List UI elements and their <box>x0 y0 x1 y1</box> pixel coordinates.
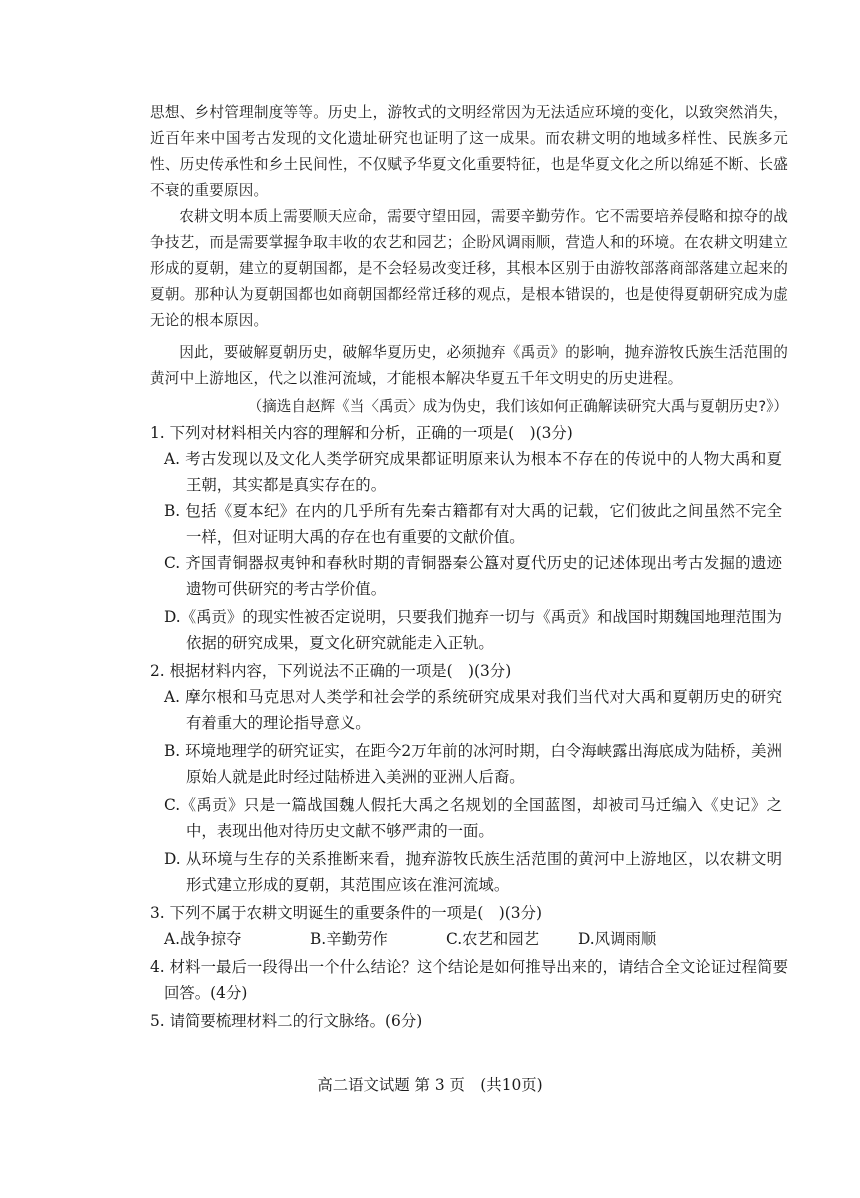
passage-paragraph-3: 因此，要破解夏朝历史，破解华夏历史，必须抛弃《禹贡》的影响，抛弃游牧氏族生活范围的黄河中上游地区，代之以淮河流域，才能根本解决华夏五千年文明史的历史进程。 <box>150 344 788 387</box>
question-2-option-b: B. 环境地理学的研究证实，在距今2万年前的冰河时期，白令海峡露出海底成为陆桥，美洲原始人就是此时经过陆桥进入美洲的亚洲人后裔。 <box>164 742 782 786</box>
question-3-option-b: B.辛勤劳作 <box>310 930 388 948</box>
passage-paragraph-2: 农耕文明本质上需要顺天应命，需要守望田园，需要辛勤劳作。它不需要培养侵略和掠夺的战争技艺，而是需要掌握争取丰收的农艺和园艺；企盼风调雨顺，营造人和的环境。在农耕文明建立形成的夏朝，建立的夏朝国都，是不会轻易改变迁移，其根本区别于由游牧部落商部落建立起来的夏朝。那种认为夏朝国都也如商朝国都经常迁移的观点，是根本错误的，也是使得夏朝研究成为虚无论的根本原因。 <box>150 208 788 329</box>
question-3-option-c: C.农艺和园艺 <box>446 930 540 948</box>
question-3-options <box>164 926 724 952</box>
question-2-option-d: D. 从环境与生存的关系推断来看，抛弃游牧氏族生活范围的黄河中上游地区，以农耕文明形式建立形成的夏朝，其范围应该在淮河流域。 <box>164 850 782 894</box>
question-4-stem: 4. 材料一最后一段得出一个什么结论？这个结论是如何推导出来的，请结合全文论证过程简要回答。(4分) <box>150 958 788 1002</box>
question-2-stem: 2. 根据材料内容，下列说法不正确的一项是( )(3分) <box>150 662 512 680</box>
question-2-option-c: C.《禹贡》只是一篇战国魏人假托大禹之名规划的全国蓝图，却被司马迁编入《史记》之中，表现出他对待历史文献不够严肃的一面。 <box>164 796 782 840</box>
page-footer: 高二语文试题 第 3 页 (共10页) <box>317 1076 543 1094</box>
question-5-stem: 5. 请简要梳理材料二的行文脉络。(6分) <box>150 1012 423 1030</box>
question-1-option-d: D.《禹贡》的现实性被否定说明，只要我们抛弃一切与《禹贡》和战国时期魏国地理范围为依据的研究成果，夏文化研究就能走入正轨。 <box>164 608 782 652</box>
question-1-option-c: C. 齐国青铜器叔夷钟和春秋时期的青铜器秦公簋对夏代历史的记述体现出考古发掘的遗迹遗物可供研究的考古学价值。 <box>164 554 782 598</box>
passage-source: （摘选自赵辉《当〈禹贡〉成为伪史，我们该如何正确解读研究大禹与夏朝历史?》） <box>247 398 788 415</box>
question-1-stem: 1. 下列对材料相关内容的理解和分析，正确的一项是( )(3分) <box>150 424 573 442</box>
passage-paragraph-1: 思想、乡村管理制度等等。历史上，游牧式的文明经常因为无法适应环境的变化，以致突然消失，近百年来中国考古发现的文化遗址研究也证明了这一成果。而农耕文明的地域多样性、民族多元性、历史传承性和乡土民间性，不仅赋予华夏文化重要特征，也是华夏文化之所以绵延不断、长盛不衰的重要原因。 <box>150 104 788 199</box>
question-3-stem: 3. 下列不属于农耕文明诞生的重要条件的一项是( )(3分) <box>150 904 542 922</box>
question-2-option-a: A. 摩尔根和马克思对人类学和社会学的系统研究成果对我们当代对大禹和夏朝历史的研究有着重大的理论指导意义。 <box>164 688 782 732</box>
question-1-option-a: A. 考古发现以及文化人类学研究成果都证明原来认为根本不存在的传说中的人物大禹和夏王朝，其实都是真实存在的。 <box>164 450 782 494</box>
question-3-option-d: D.风调雨顺 <box>578 930 657 948</box>
question-1-option-b: B. 包括《夏本纪》在内的几乎所有先秦古籍都有对大禹的记载，它们彼此之间虽然不完全一样，但对证明大禹的存在也有重要的文献价值。 <box>164 502 782 546</box>
question-3-option-a: A.战争掠夺 <box>164 930 242 948</box>
